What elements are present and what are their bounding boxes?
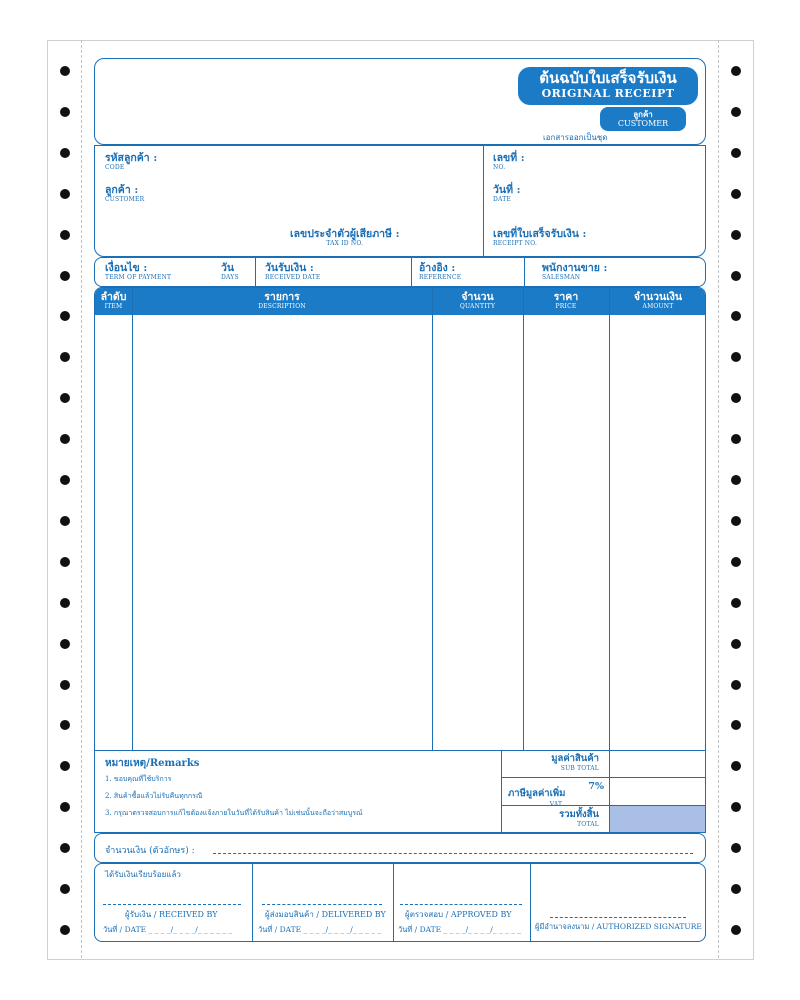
col-rule-2 [432, 288, 433, 750]
body-end-rule [95, 750, 706, 751]
taxid-label: เลขประจำตัวผู้เสียภาษี : [290, 228, 400, 240]
deliverer-date: วันที่ / DATE _ _ _ _/_ _ _ _/_ _ _ _ _ [258, 925, 382, 934]
approver-sign-line [400, 904, 522, 905]
sprocket-hole-left [60, 884, 70, 894]
col-item-th: ลำดับ [100, 291, 127, 303]
copy-english: CUSTOMER [617, 119, 669, 128]
amount-words-label: จำนวนเงิน (ตัวอักษร) : [105, 846, 195, 856]
subtotal-label: มูลค่าสินค้า [551, 753, 599, 764]
col-description-en: DESCRIPTION [258, 303, 306, 310]
sprocket-hole-left [60, 639, 70, 649]
code-label: รหัสลูกค้า : [105, 152, 158, 164]
sprocket-hole-right [731, 639, 741, 649]
receipt-no-label-en: RECEIPT NO. [493, 240, 538, 247]
col-amount [609, 288, 706, 317]
sig-divider-3 [530, 864, 531, 941]
amount-words-box [94, 833, 706, 863]
sprocket-hole-left [60, 925, 70, 935]
approver-label: ผู้ตรวจสอบ / APPROVED BY [405, 910, 512, 919]
col-rule-4 [609, 288, 610, 833]
col-description-th: รายการ [264, 291, 300, 303]
term-label-en: TERM OF PAYMENT [105, 274, 172, 281]
signatures-box [94, 863, 706, 942]
sprocket-hole-left [60, 148, 70, 158]
copy-thai: ลูกค้า [633, 109, 653, 119]
customer-label: ลูกค้า : [105, 184, 139, 196]
sprocket-hole-right [731, 148, 741, 158]
sprocket-hole-left [60, 475, 70, 485]
deliverer-label: ผู้ส่งมอบสินค้า / DELIVERED BY [265, 910, 386, 919]
title-thai: ต้นฉบับใบเสร็จรับเงิน [539, 69, 677, 87]
taxid-label-en: TAX ID NO. [326, 240, 364, 247]
approver-date: วันที่ / DATE _ _ _ _/_ _ _ _/_ _ _ _ _ [398, 925, 522, 934]
terms-divider-2 [411, 258, 412, 286]
title-english: ORIGINAL RECEIPT [541, 87, 675, 100]
sprocket-hole-right [731, 189, 741, 199]
deliverer-date-label: วันที่ / DATE [258, 925, 302, 934]
reference-label-en: REFERENCE [419, 274, 462, 281]
sprocket-hole-right [731, 516, 741, 526]
perforation-left [81, 40, 83, 958]
sprocket-hole-left [60, 557, 70, 567]
col-item [95, 288, 132, 317]
remark-line-2: 2. สินค้าซื้อแล้วไม่รับคืนทุกกรณี [105, 792, 203, 800]
receiver-date-label: วันที่ / DATE [103, 925, 147, 934]
amount-words-line [213, 853, 693, 854]
vat-rate: 7% [588, 781, 604, 792]
header-box [94, 58, 706, 145]
receiver-label: ผู้รับเงิน / RECEIVED BY [125, 910, 218, 919]
sig-divider-2 [393, 864, 394, 941]
total-label: รวมทั้งสิ้น [559, 809, 599, 820]
sprocket-hole-left [60, 680, 70, 690]
sprocket-hole-right [731, 107, 741, 117]
receiver-sign-line [103, 904, 241, 905]
set-note: เอกสารออกเป็นชุด [543, 133, 608, 142]
terms-divider-1 [255, 258, 256, 286]
col-price-th: ราคา [553, 291, 579, 303]
col-rule-1 [132, 288, 133, 750]
col-price [523, 288, 609, 317]
authorized-sign-line [550, 917, 686, 918]
remark-line-1: 1. ขอบคุณที่ใช้บริการ [105, 775, 172, 783]
date-label-en: DATE [493, 196, 511, 203]
sprocket-hole-left [60, 230, 70, 240]
total-label-en: TOTAL [577, 821, 599, 828]
vat-label: ภาษีมูลค่าเพิ่ม [508, 788, 566, 799]
perforation-right [718, 40, 720, 958]
customer-label-en: CUSTOMER [105, 196, 145, 203]
terms-box [94, 257, 706, 287]
sprocket-hole-left [60, 189, 70, 199]
sprocket-hole-right [731, 557, 741, 567]
sprocket-hole-right [731, 475, 741, 485]
salesman-label-en: SALESMAN [542, 274, 581, 281]
total-amount-cell [610, 806, 706, 833]
title-badge [518, 67, 698, 105]
sig-divider-1 [252, 864, 253, 941]
sprocket-hole-left [60, 107, 70, 117]
received-date-label-en: RECEIVED DATE [265, 274, 321, 281]
subtotal-rule [501, 777, 706, 778]
sprocket-hole-right [731, 680, 741, 690]
term-label: เงื่อนไข : [105, 262, 148, 274]
sprocket-hole-right [731, 66, 741, 76]
remark-line-3: 3. กรุณาตรวจสอบการแก้ไขต้องแจ้งภายในวันที่ได้รับสินค้า ไม่เช่นนั้นจะถือว่าสมบูรณ์ [105, 809, 363, 817]
approver-date-label: วันที่ / DATE [398, 925, 442, 934]
sprocket-hole-right [731, 598, 741, 608]
col-item-en: ITEM [104, 303, 123, 310]
sprocket-hole-right [731, 884, 741, 894]
days-label-en: DAYS [221, 274, 239, 281]
sprocket-hole-left [60, 271, 70, 281]
items-table [94, 287, 706, 833]
code-label-en: CODE [105, 164, 125, 171]
receipt-no-label: เลขที่ใบเสร็จรับเงิน : [493, 228, 587, 240]
sprocket-hole-left [60, 66, 70, 76]
salesman-label: พนักงานขาย : [542, 262, 608, 274]
number-label: เลขที่ : [493, 152, 525, 164]
deliverer-sign-line [262, 904, 382, 905]
sprocket-hole-left [60, 516, 70, 526]
days-label: วัน [221, 262, 235, 274]
date-label: วันที่ : [493, 184, 521, 196]
received-date-label: วันรับเงิน : [265, 262, 314, 274]
customer-info-box [94, 145, 706, 257]
reference-label: อ้างอิง : [419, 262, 456, 274]
sprocket-hole-right [731, 230, 741, 240]
col-amount-th: จำนวนเงิน [633, 291, 683, 303]
col-quantity-en: QUANTITY [459, 303, 496, 310]
subtotal-label-en: SUB TOTAL [560, 765, 599, 772]
col-quantity [432, 288, 523, 317]
vat-label-en: VAT [549, 801, 563, 808]
receiver-date: วันที่ / DATE _ _ _ _/_ _ _ _/_ _ _ _ _ _ [103, 925, 233, 934]
customer-divider [483, 146, 484, 256]
authorized-label: ผู้มีอำนาจลงนาม / AUTHORIZED SIGNATURE [535, 922, 702, 931]
terms-divider-3 [524, 258, 525, 286]
remarks-title: หมายเหตุ/Remarks [105, 758, 200, 769]
number-label-en: NO. [493, 164, 506, 171]
copy-badge [600, 107, 686, 131]
sprocket-hole-left [60, 598, 70, 608]
col-amount-en: AMOUNT [642, 303, 674, 310]
sprocket-hole-right [731, 925, 741, 935]
received-note: ได้รับเงินเรียบร้อยแล้ว [105, 870, 181, 879]
col-price-en: PRICE [555, 303, 577, 310]
col-quantity-th: จำนวน [461, 291, 494, 303]
col-rule-3 [523, 288, 524, 750]
col-description [132, 288, 432, 317]
sprocket-hole-right [731, 271, 741, 281]
